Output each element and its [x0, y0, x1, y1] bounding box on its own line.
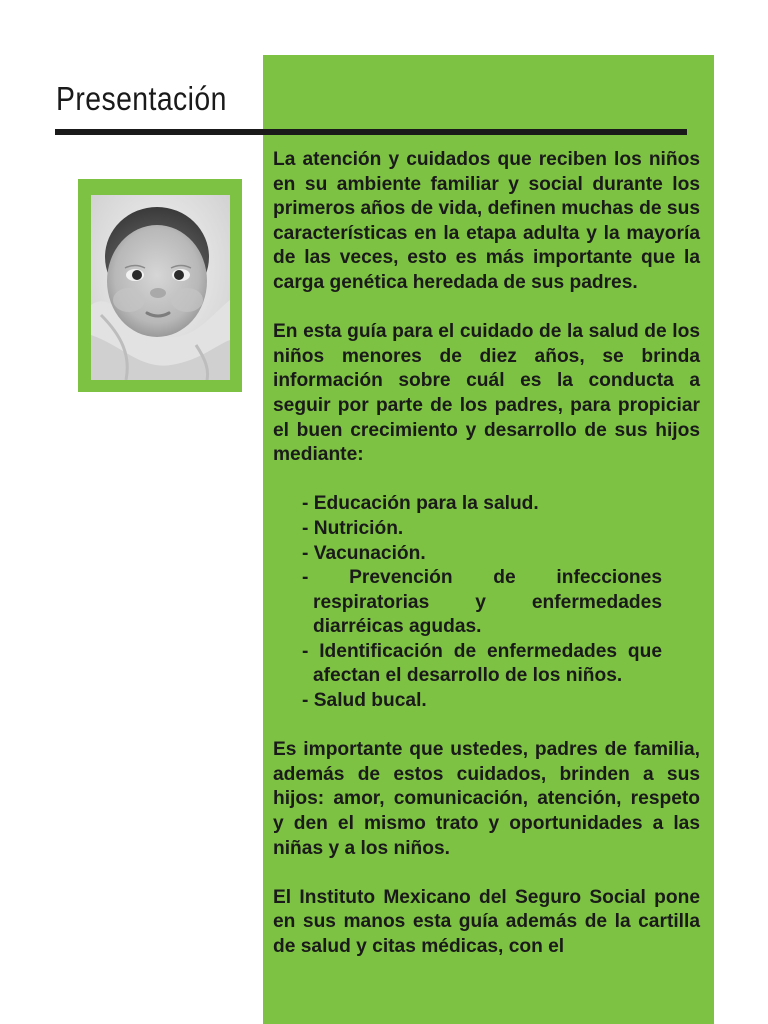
- parents-paragraph: Es importante que ustedes, padres de familia, además de estos cuidados, brinden a sus hijos: amor, comunicación, atención, respeto y den el mismo trato y oportunidades a las niñas y a los niños.: [273, 739, 700, 859]
- list-item: - Vacunación.: [302, 542, 426, 564]
- list-item: - Prevención de infecciones respiratorias y enfermedades diarréicas agudas.: [302, 567, 662, 638]
- guide-paragraph: En esta guía para el cuidado de la salud de los niños menores de diez años, se brinda información sobre cuál es la conducta a seguir por parte de los padres, para propiciar el buen crecimiento y desarrollo de sus hijos mediante:: [273, 321, 700, 466]
- intro-paragraph: La atención y cuidados que reciben los niños en su ambiente familiar y social durante los primeros años de vida, definen muchas de sus características en la etapa adulta y la mayoría de las veces, esto es más importante que la carga genética heredada de sus padres.: [273, 149, 700, 293]
- imss-paragraph: El Instituto Mexicano del Seguro Social pone en sus manos esta guía además de la cartilla de salud y citas médicas, con el: [273, 886, 700, 957]
- baby-photo-icon: [91, 195, 230, 380]
- title-underline: [55, 129, 687, 135]
- page-title: Presentación: [56, 80, 227, 117]
- list-item: - Salud bucal.: [302, 690, 427, 712]
- baby-photo: [91, 195, 230, 380]
- list-item: - Identificación de enfermedades que afectan el desarrollo de los niños.: [302, 640, 662, 687]
- list-item: - Educación para la salud.: [302, 493, 539, 515]
- photo-frame: [78, 179, 242, 392]
- topics-list: [273, 492, 662, 713]
- list-item: - Nutrición.: [302, 517, 404, 539]
- presentation-body: [273, 148, 700, 984]
